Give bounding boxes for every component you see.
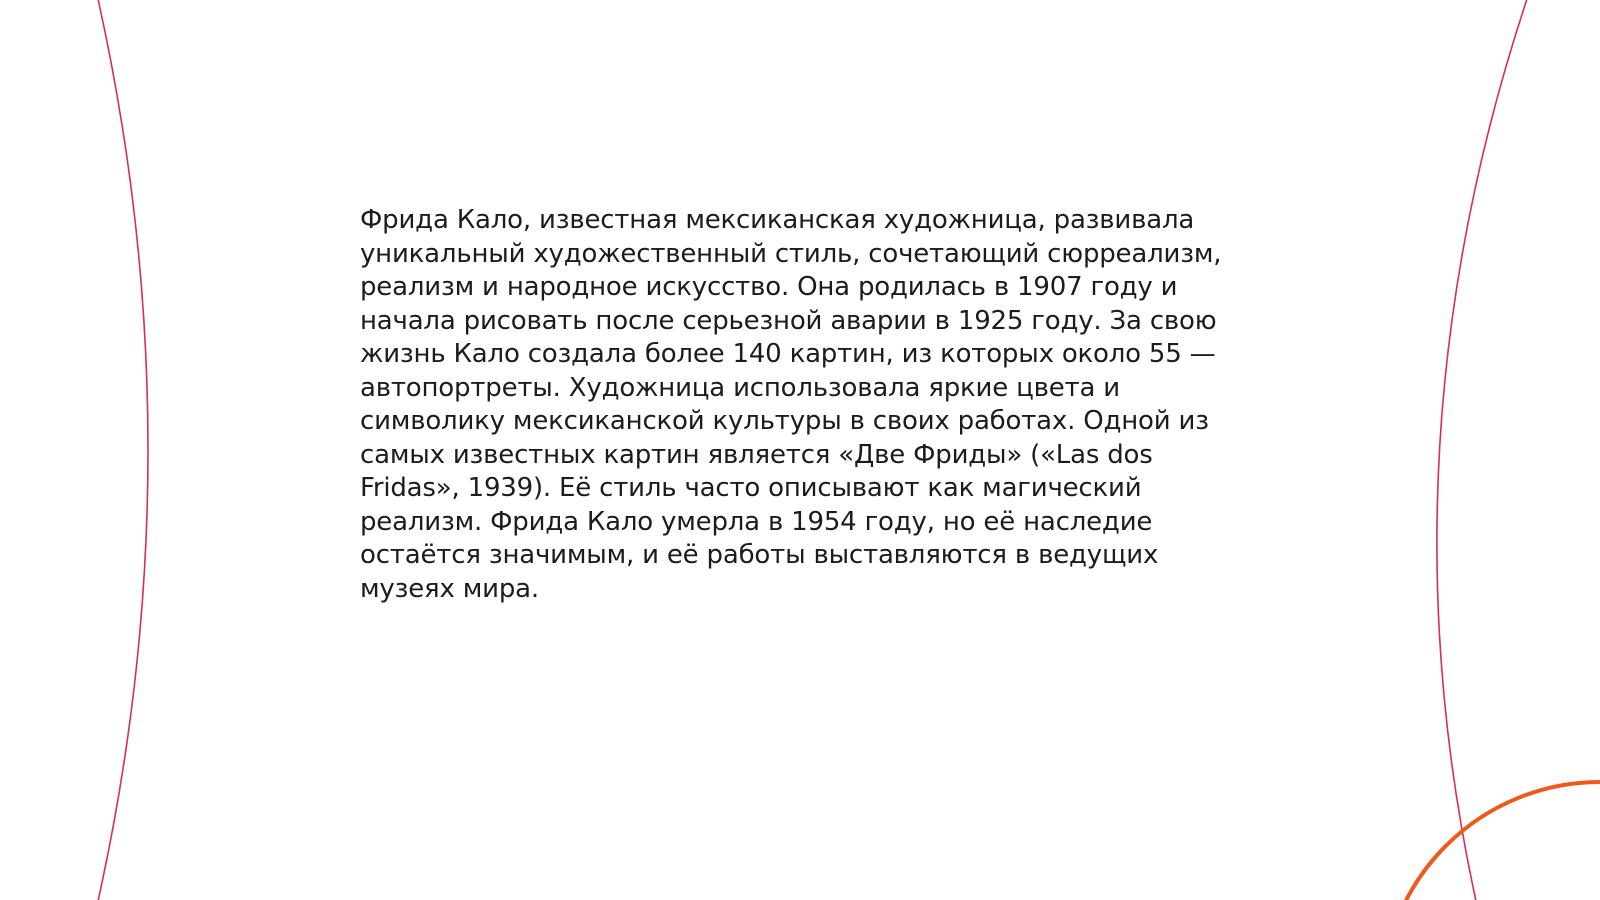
left-arc-line <box>96 0 148 900</box>
slide-body-text: Фрида Кало, известная мексиканская художница, развивала уникальный художественный стиль, сочетающий сюрреализм, реализм и народное искусство. Она родилась в 1907 году и начала рисовать после серьезной аварии в 1925 году. За свою жизнь Кало создала более 140 картин, из которых около 55 — автопортреты. Художница использовала яркие цвета и символику мексиканской культуры в своих работах. Одной из самых известных картин является «Две Фриды» («Las dos Fridas», 1939). Её стиль часто описывают как магический реализм. Фрида Кало умерла в 1954 году, но её наследие остаётся значимым, и её работы выставляются в ведущих музеях мира. <box>360 205 1222 604</box>
right-arc-line <box>1437 0 1530 900</box>
orange-accent-circle <box>1382 782 1600 900</box>
